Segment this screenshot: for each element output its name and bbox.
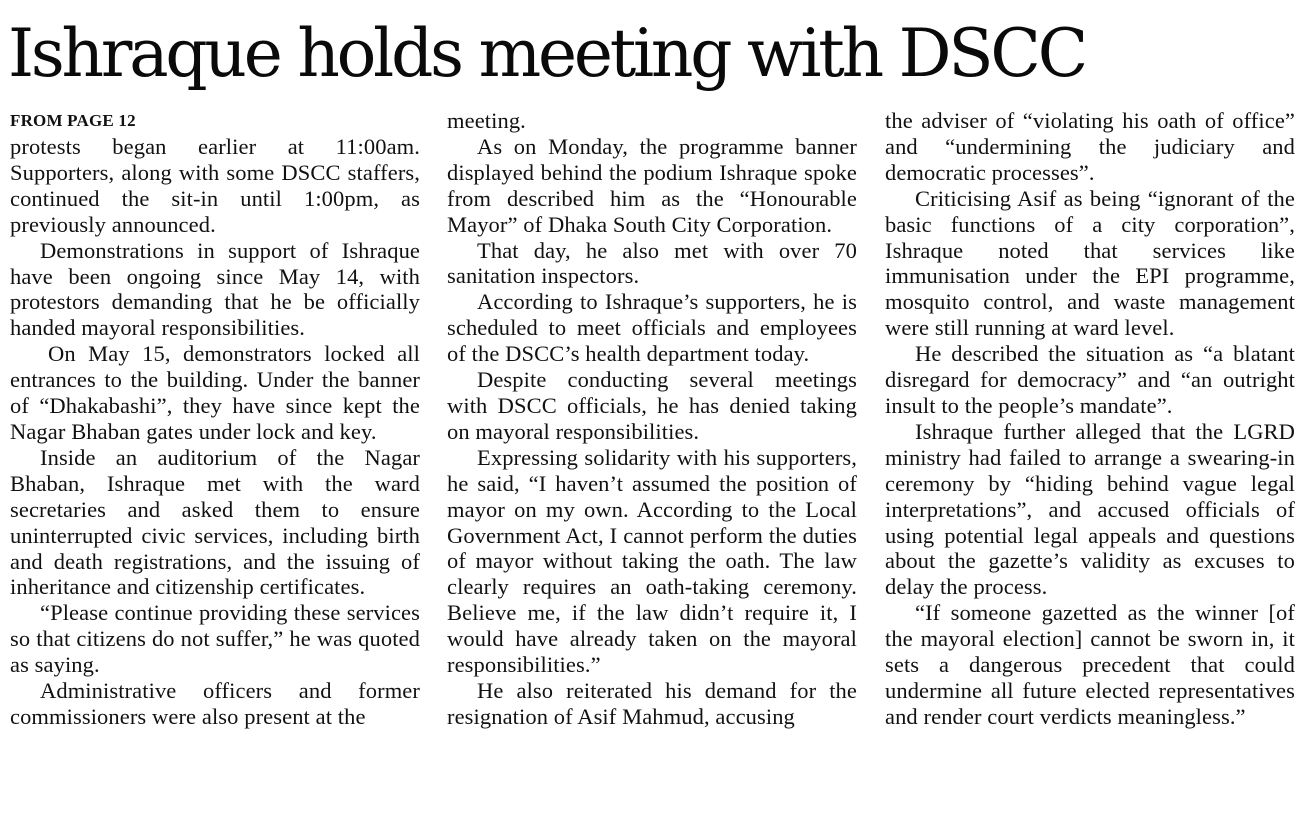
paragraph: On May 15, demonstrators locked all entrances to the building. Under the banner of “Dhakabashi”, they have since kept the Nagar Bhaban gates under lock and key.	[10, 341, 420, 444]
paragraph: Expressing solidarity with his supporters, he said, “I haven’t assumed the position of mayor on my own. According to the Local Government Act, I cannot perform the duties of mayor without taking the oath. The law clearly requires an oath-taking ceremony. Believe me, if the law didn’t require it, I would have already taken on the mayoral responsibilities.”	[447, 444, 857, 678]
paragraph: meeting.	[447, 108, 526, 133]
paragraph: protests began earlier at 11:00am. Supporters, along with some DSCC staffers, continued the sit-in until 1:00pm, as previously announced.	[10, 134, 420, 237]
paragraph: That day, he also met with over 70 sanitation inspectors.	[447, 237, 857, 289]
paragraph: “Please continue providing these services so that citizens do not suffer,” he was quoted as saying.	[10, 600, 420, 678]
paragraph: Inside an auditorium of the Nagar Bhaban, Ishraque met with the ward secretaries and asked them to ensure uninterrupted civic services, including birth and death registrations, and the issuing of inheritance and citizenship certificates.	[10, 444, 420, 600]
paragraph: Administrative officers and former commissioners were also present at the	[10, 678, 420, 729]
paragraph: Demonstrations in support of Ishraque have been ongoing since May 14, with protestors demanding that he be officially handed mayoral responsibilities.	[10, 237, 420, 341]
article-column-1	[10, 108, 420, 730]
paragraph: Despite conducting several meetings with DSCC officials, he has denied taking on mayoral responsibilities.	[447, 367, 857, 444]
paragraph: As on Monday, the programme banner displayed behind the podium Ishraque spoke from described him as the “Honourable Mayor” of Dhaka South City Corporation.	[447, 133, 857, 237]
article-column-3	[885, 108, 1295, 730]
paragraph: He also reiterated his demand for the resignation of Asif Mahmud, accusing	[447, 677, 857, 729]
article-column-2	[447, 108, 857, 730]
paragraph: “If someone gazetted as the winner [of the mayoral election] cannot be sworn in, it sets a dangerous precedent that could undermine all future elected representatives and render court verdicts meaningless.”	[885, 600, 1295, 729]
paragraph: the adviser of “violating his oath of office” and “undermining the judiciary and democratic processes”.	[885, 108, 1295, 185]
paragraph: Ishraque further alleged that the LGRD ministry had failed to arrange a swearing-in ceremony by “hiding behind vague legal interpretations”, and accused officials of using potential legal appeals and questions about the gazette’s validity as excuses to delay the process.	[885, 418, 1295, 600]
continuation-kicker: FROM PAGE 12	[10, 111, 136, 130]
paragraph: According to Ishraque’s supporters, he is scheduled to meet officials and employees of the DSCC’s health department today.	[447, 289, 857, 367]
paragraph: He described the situation as “a blatant disregard for democracy” and “an outright insult to the people’s mandate”.	[885, 341, 1295, 418]
headline: Ishraque holds meeting with DSCC	[8, 15, 1085, 92]
paragraph: Criticising Asif as being “ignorant of the basic functions of a city corporation”, Ishraque noted that services like immunisation under the EPI programme, mosquito control, and waste management were still running at ward level.	[885, 185, 1295, 341]
